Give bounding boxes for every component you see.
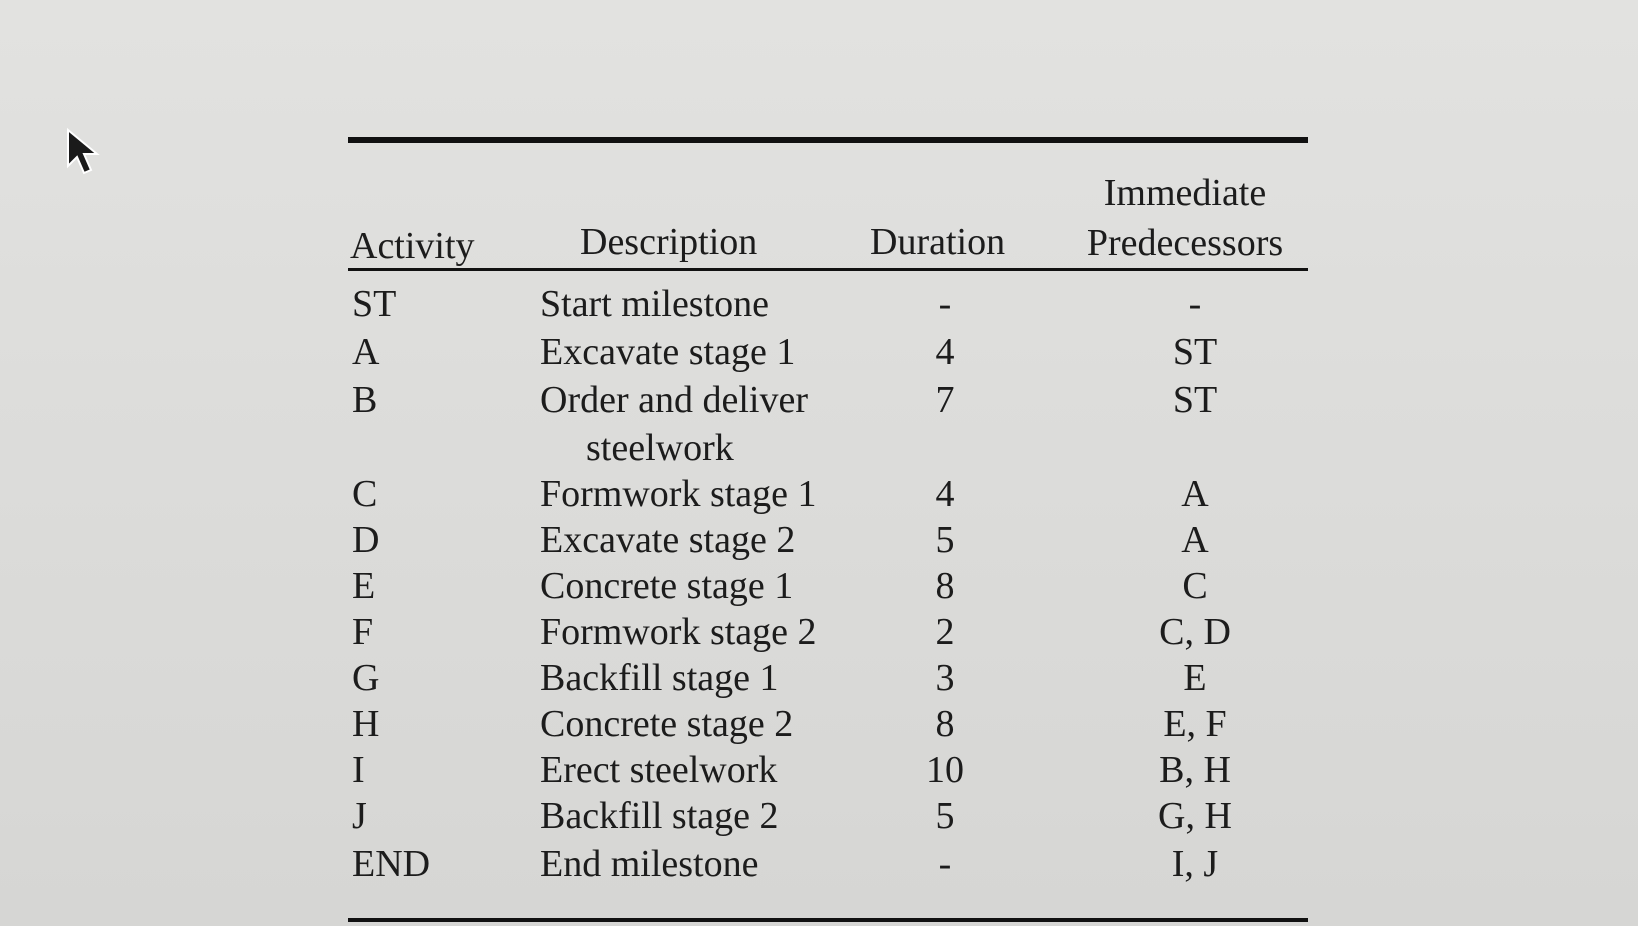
activity-cell: B	[352, 379, 378, 421]
duration-cell: 5	[935, 795, 955, 837]
table-row	[0, 654, 1638, 702]
predecessors-cell: C	[1182, 565, 1208, 607]
table-row	[0, 792, 1638, 840]
duration-cell: 2	[935, 611, 955, 653]
table-row	[0, 746, 1638, 794]
description-cell	[540, 376, 808, 472]
table-bottom-rule	[348, 918, 1308, 922]
description-cell: Backfill stage 2	[540, 795, 779, 837]
predecessors-cell: A	[1181, 519, 1209, 561]
predecessors-cell: C, D	[1159, 611, 1231, 653]
duration-cell: 4	[935, 473, 955, 515]
predecessors-cell: ST	[1172, 379, 1218, 421]
header-immediate-predecessors	[1080, 168, 1290, 268]
table-row	[0, 328, 1638, 376]
activity-cell: J	[352, 795, 367, 837]
activity-cell: C	[352, 473, 378, 515]
duration-cell: 3	[935, 657, 955, 699]
activity-cell: ST	[352, 283, 397, 325]
table-row	[0, 470, 1638, 518]
activity-cell: A	[352, 331, 380, 373]
duration-cell: -	[938, 843, 952, 885]
predecessors-cell: E, F	[1163, 703, 1227, 745]
activity-cell: D	[352, 519, 380, 561]
description-cell: Formwork stage 1	[540, 473, 817, 515]
description-cell: Excavate stage 1	[540, 331, 796, 373]
table-header-rule	[348, 268, 1308, 271]
header-activity: Activity	[350, 225, 475, 267]
predecessors-cell: G, H	[1158, 795, 1232, 837]
description-cell: Excavate stage 2	[540, 519, 796, 561]
duration-cell: 7	[935, 379, 955, 421]
duration-cell: 5	[935, 519, 955, 561]
activity-cell: H	[352, 703, 380, 745]
description-cell: Backfill stage 1	[540, 657, 779, 699]
duration-cell: -	[938, 283, 952, 325]
activity-cell: E	[352, 565, 376, 607]
description-cell: Concrete stage 1	[540, 565, 794, 607]
header-description: Description	[580, 221, 758, 263]
predecessors-cell: -	[1188, 283, 1202, 325]
duration-cell: 4	[935, 331, 955, 373]
description-line-2: steelwork	[586, 427, 734, 469]
table-row	[0, 280, 1638, 328]
description-cell: Start milestone	[540, 283, 770, 325]
header-predecessors-line-1: Immediate	[1103, 172, 1267, 214]
duration-cell: 10	[926, 749, 964, 791]
header-predecessors-line-2: Predecessors	[1086, 222, 1284, 264]
table-row	[0, 840, 1638, 888]
mouse-pointer-icon	[64, 126, 112, 176]
predecessors-cell: ST	[1172, 331, 1218, 373]
description-cell: Formwork stage 2	[540, 611, 817, 653]
predecessors-cell: B, H	[1159, 749, 1231, 791]
table-row	[0, 376, 1638, 472]
description-cell: Concrete stage 2	[540, 703, 794, 745]
table-top-rule	[348, 137, 1308, 143]
table-row	[0, 562, 1638, 610]
table-row	[0, 608, 1638, 656]
activity-cell: F	[352, 611, 374, 653]
table-row	[0, 700, 1638, 748]
header-duration: Duration	[870, 221, 1006, 263]
activity-cell: I	[352, 749, 365, 791]
duration-cell: 8	[935, 703, 955, 745]
description-line-1: Order and deliver	[540, 379, 808, 421]
predecessors-cell: I, J	[1171, 843, 1219, 885]
activity-cell: END	[352, 843, 431, 885]
description-cell: Erect steelwork	[540, 749, 778, 791]
table-row	[0, 516, 1638, 564]
description-cell: End milestone	[540, 843, 759, 885]
activity-cell: G	[352, 657, 380, 699]
predecessors-cell: E	[1183, 657, 1207, 699]
duration-cell: 8	[935, 565, 955, 607]
predecessors-cell: A	[1181, 473, 1209, 515]
